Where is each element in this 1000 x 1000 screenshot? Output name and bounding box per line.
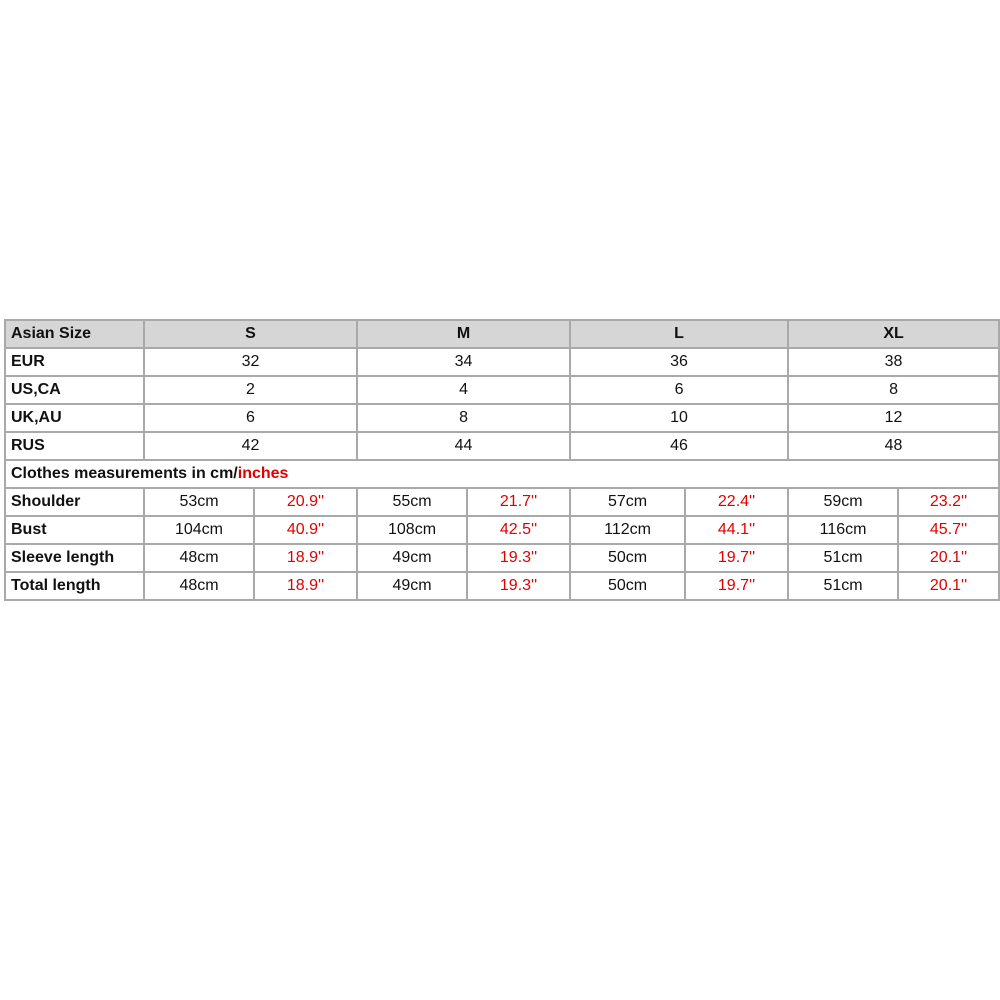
inch-value: 21.7'': [467, 488, 570, 516]
size-m-header: M: [357, 320, 570, 348]
size-value: 42: [144, 432, 357, 460]
size-value: 32: [144, 348, 357, 376]
row-label: UK,AU: [5, 404, 144, 432]
cm-value: 59cm: [788, 488, 898, 516]
row-label: EUR: [5, 348, 144, 376]
row-label: RUS: [5, 432, 144, 460]
conversion-row-rus: [5, 432, 999, 460]
cm-value: 55cm: [357, 488, 467, 516]
size-value: 6: [570, 376, 788, 404]
inch-value: 20.9'': [254, 488, 357, 516]
inch-value: 40.9'': [254, 516, 357, 544]
cm-value: 104cm: [144, 516, 254, 544]
conversion-row-uk-au: [5, 404, 999, 432]
size-l-header: L: [570, 320, 788, 348]
measurements-section-title: [5, 460, 999, 488]
cm-value: 51cm: [788, 572, 898, 600]
size-value: 4: [357, 376, 570, 404]
cm-value: 48cm: [144, 572, 254, 600]
size-value: 48: [788, 432, 999, 460]
size-value: 6: [144, 404, 357, 432]
inch-value: 19.3'': [467, 544, 570, 572]
size-value: 8: [357, 404, 570, 432]
size-value: 38: [788, 348, 999, 376]
inch-value: 23.2'': [898, 488, 999, 516]
size-value: 46: [570, 432, 788, 460]
inch-value: 18.9'': [254, 572, 357, 600]
cm-value: 50cm: [570, 544, 685, 572]
inch-value: 19.3'': [467, 572, 570, 600]
row-label: Total length: [5, 572, 144, 600]
size-xl-header: XL: [788, 320, 999, 348]
size-value: 10: [570, 404, 788, 432]
measurements-section-row: [5, 460, 999, 488]
cm-value: 108cm: [357, 516, 467, 544]
cm-value: 116cm: [788, 516, 898, 544]
size-chart-table: [4, 319, 1000, 601]
inch-value: 45.7'': [898, 516, 999, 544]
inch-value: 20.1'': [898, 544, 999, 572]
cm-value: 51cm: [788, 544, 898, 572]
measurement-row-shoulder: [5, 488, 999, 516]
row-label: Sleeve length: [5, 544, 144, 572]
row-label: Bust: [5, 516, 144, 544]
cm-value: 48cm: [144, 544, 254, 572]
inch-value: 42.5'': [467, 516, 570, 544]
conversion-row-us-ca: [5, 376, 999, 404]
measurement-row-total-length: [5, 572, 999, 600]
header-label: Asian Size: [5, 320, 144, 348]
cm-value: 57cm: [570, 488, 685, 516]
measurement-row-bust: [5, 516, 999, 544]
cm-value: 50cm: [570, 572, 685, 600]
row-label: US,CA: [5, 376, 144, 404]
cm-value: 49cm: [357, 544, 467, 572]
cm-value: 53cm: [144, 488, 254, 516]
inch-value: 19.7'': [685, 544, 788, 572]
size-value: 44: [357, 432, 570, 460]
size-value: 2: [144, 376, 357, 404]
size-s-header: S: [144, 320, 357, 348]
section-title-inches: inches: [237, 465, 289, 482]
size-value: 8: [788, 376, 999, 404]
cm-value: 49cm: [357, 572, 467, 600]
inch-value: 20.1'': [898, 572, 999, 600]
cm-value: 112cm: [570, 516, 685, 544]
inch-value: 18.9'': [254, 544, 357, 572]
section-title-prefix: Clothes measurements in cm/: [11, 465, 238, 482]
row-label: Shoulder: [5, 488, 144, 516]
inch-value: 22.4'': [685, 488, 788, 516]
size-header-row: [5, 320, 999, 348]
measurement-row-sleeve-length: [5, 544, 999, 572]
size-value: 36: [570, 348, 788, 376]
size-value: 34: [357, 348, 570, 376]
inch-value: 44.1'': [685, 516, 788, 544]
conversion-row-eur: [5, 348, 999, 376]
inch-value: 19.7'': [685, 572, 788, 600]
size-value: 12: [788, 404, 999, 432]
